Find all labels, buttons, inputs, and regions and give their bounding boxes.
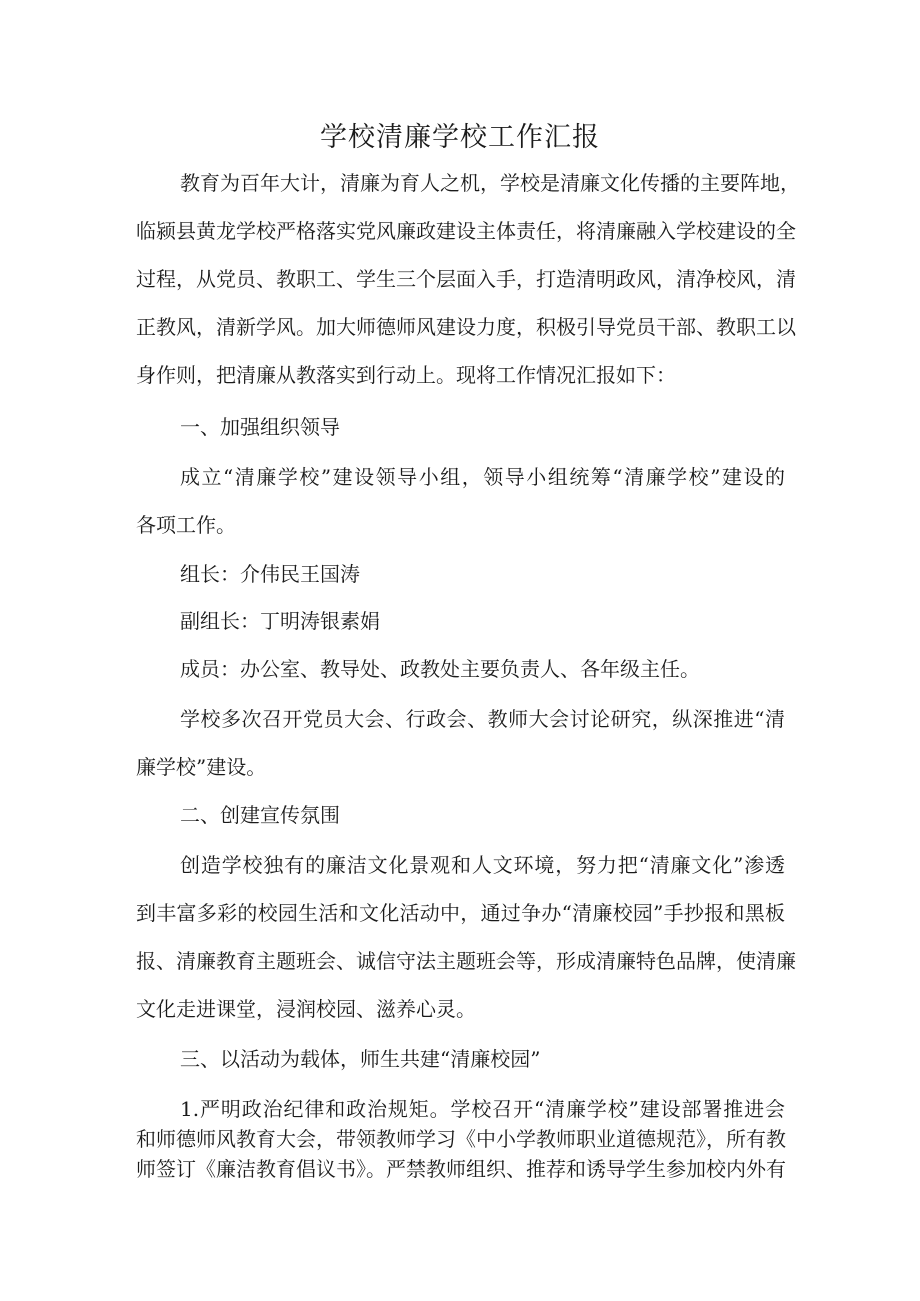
section-heading: 一、加强组织领导 (180, 415, 340, 439)
leader-line: 组长：介伟民王国涛 (180, 562, 360, 586)
meetings-line: 学校多次召开党员大会、行政会、教师大会讨论研究，纵深推进“清 (180, 707, 785, 731)
section-heading: 三、以活动为载体，师生共建“清廉校园” (180, 1047, 541, 1071)
section3-paragraph-line: 1.严明政治纪律和政治规矩。学校召开“清廉学校”建设部署推进会 (180, 1097, 785, 1121)
section2-paragraph-line: 到丰富多彩的校园生活和文化活动中，通过争办“清廉校园”手抄报和黑板 (136, 901, 785, 925)
document-title: 学校清廉学校工作汇报 (320, 122, 600, 153)
section2-paragraph-line: 报、清廉教育主题班会、诚信守法主题班会等，形成清廉特色品牌，使清廉 (136, 949, 796, 973)
intro-line: 临颍县黄龙学校严格落实党风廉政建设主体责任，将清廉融入学校建设的全 (136, 219, 796, 243)
section3-paragraph-line: 师签订《廉洁教育倡议书》。严禁教师组织、推荐和诱导学生参加校内外有 (136, 1157, 786, 1181)
section-heading: 二、创建宣传氛围 (180, 803, 340, 827)
section1-paragraph-line: 成立“清廉学校”建设领导小组，领导小组统筹“清廉学校”建设的 (180, 465, 785, 489)
section2-paragraph-line: 创造学校独有的廉洁文化景观和人文环境，努力把“清廉文化”渗透 (180, 853, 785, 877)
intro-line: 教育为百年大计，清廉为育人之机，学校是清廉文化传播的主要阵地， (180, 171, 800, 195)
intro-line: 正教风，清新学风。加大师德师风建设力度，积极引导党员干部、教职工以 (136, 315, 796, 339)
members-line: 成员：办公室、教导处、政教处主要负责人、各年级主任。 (180, 657, 700, 681)
section3-paragraph-line: 和师德师风教育大会，带领教师学习《中小学教师职业道德规范》，所有教 (136, 1127, 786, 1151)
deputy-leader-line: 副组长：丁明涛银素娟 (180, 609, 380, 633)
intro-line: 身作则，把清廉从教落实到行动上。现将工作情况汇报如下： (136, 363, 676, 387)
section2-paragraph-line: 文化走进课堂，浸润校园、滋养心灵。 (136, 997, 476, 1021)
intro-line: 过程，从党员、教职工、学生三个层面入手，打造清明政风，清净校风，清 (136, 267, 796, 291)
meetings-line: 廉学校”建设。 (136, 755, 267, 779)
section1-paragraph-line: 各项工作。 (136, 513, 236, 537)
